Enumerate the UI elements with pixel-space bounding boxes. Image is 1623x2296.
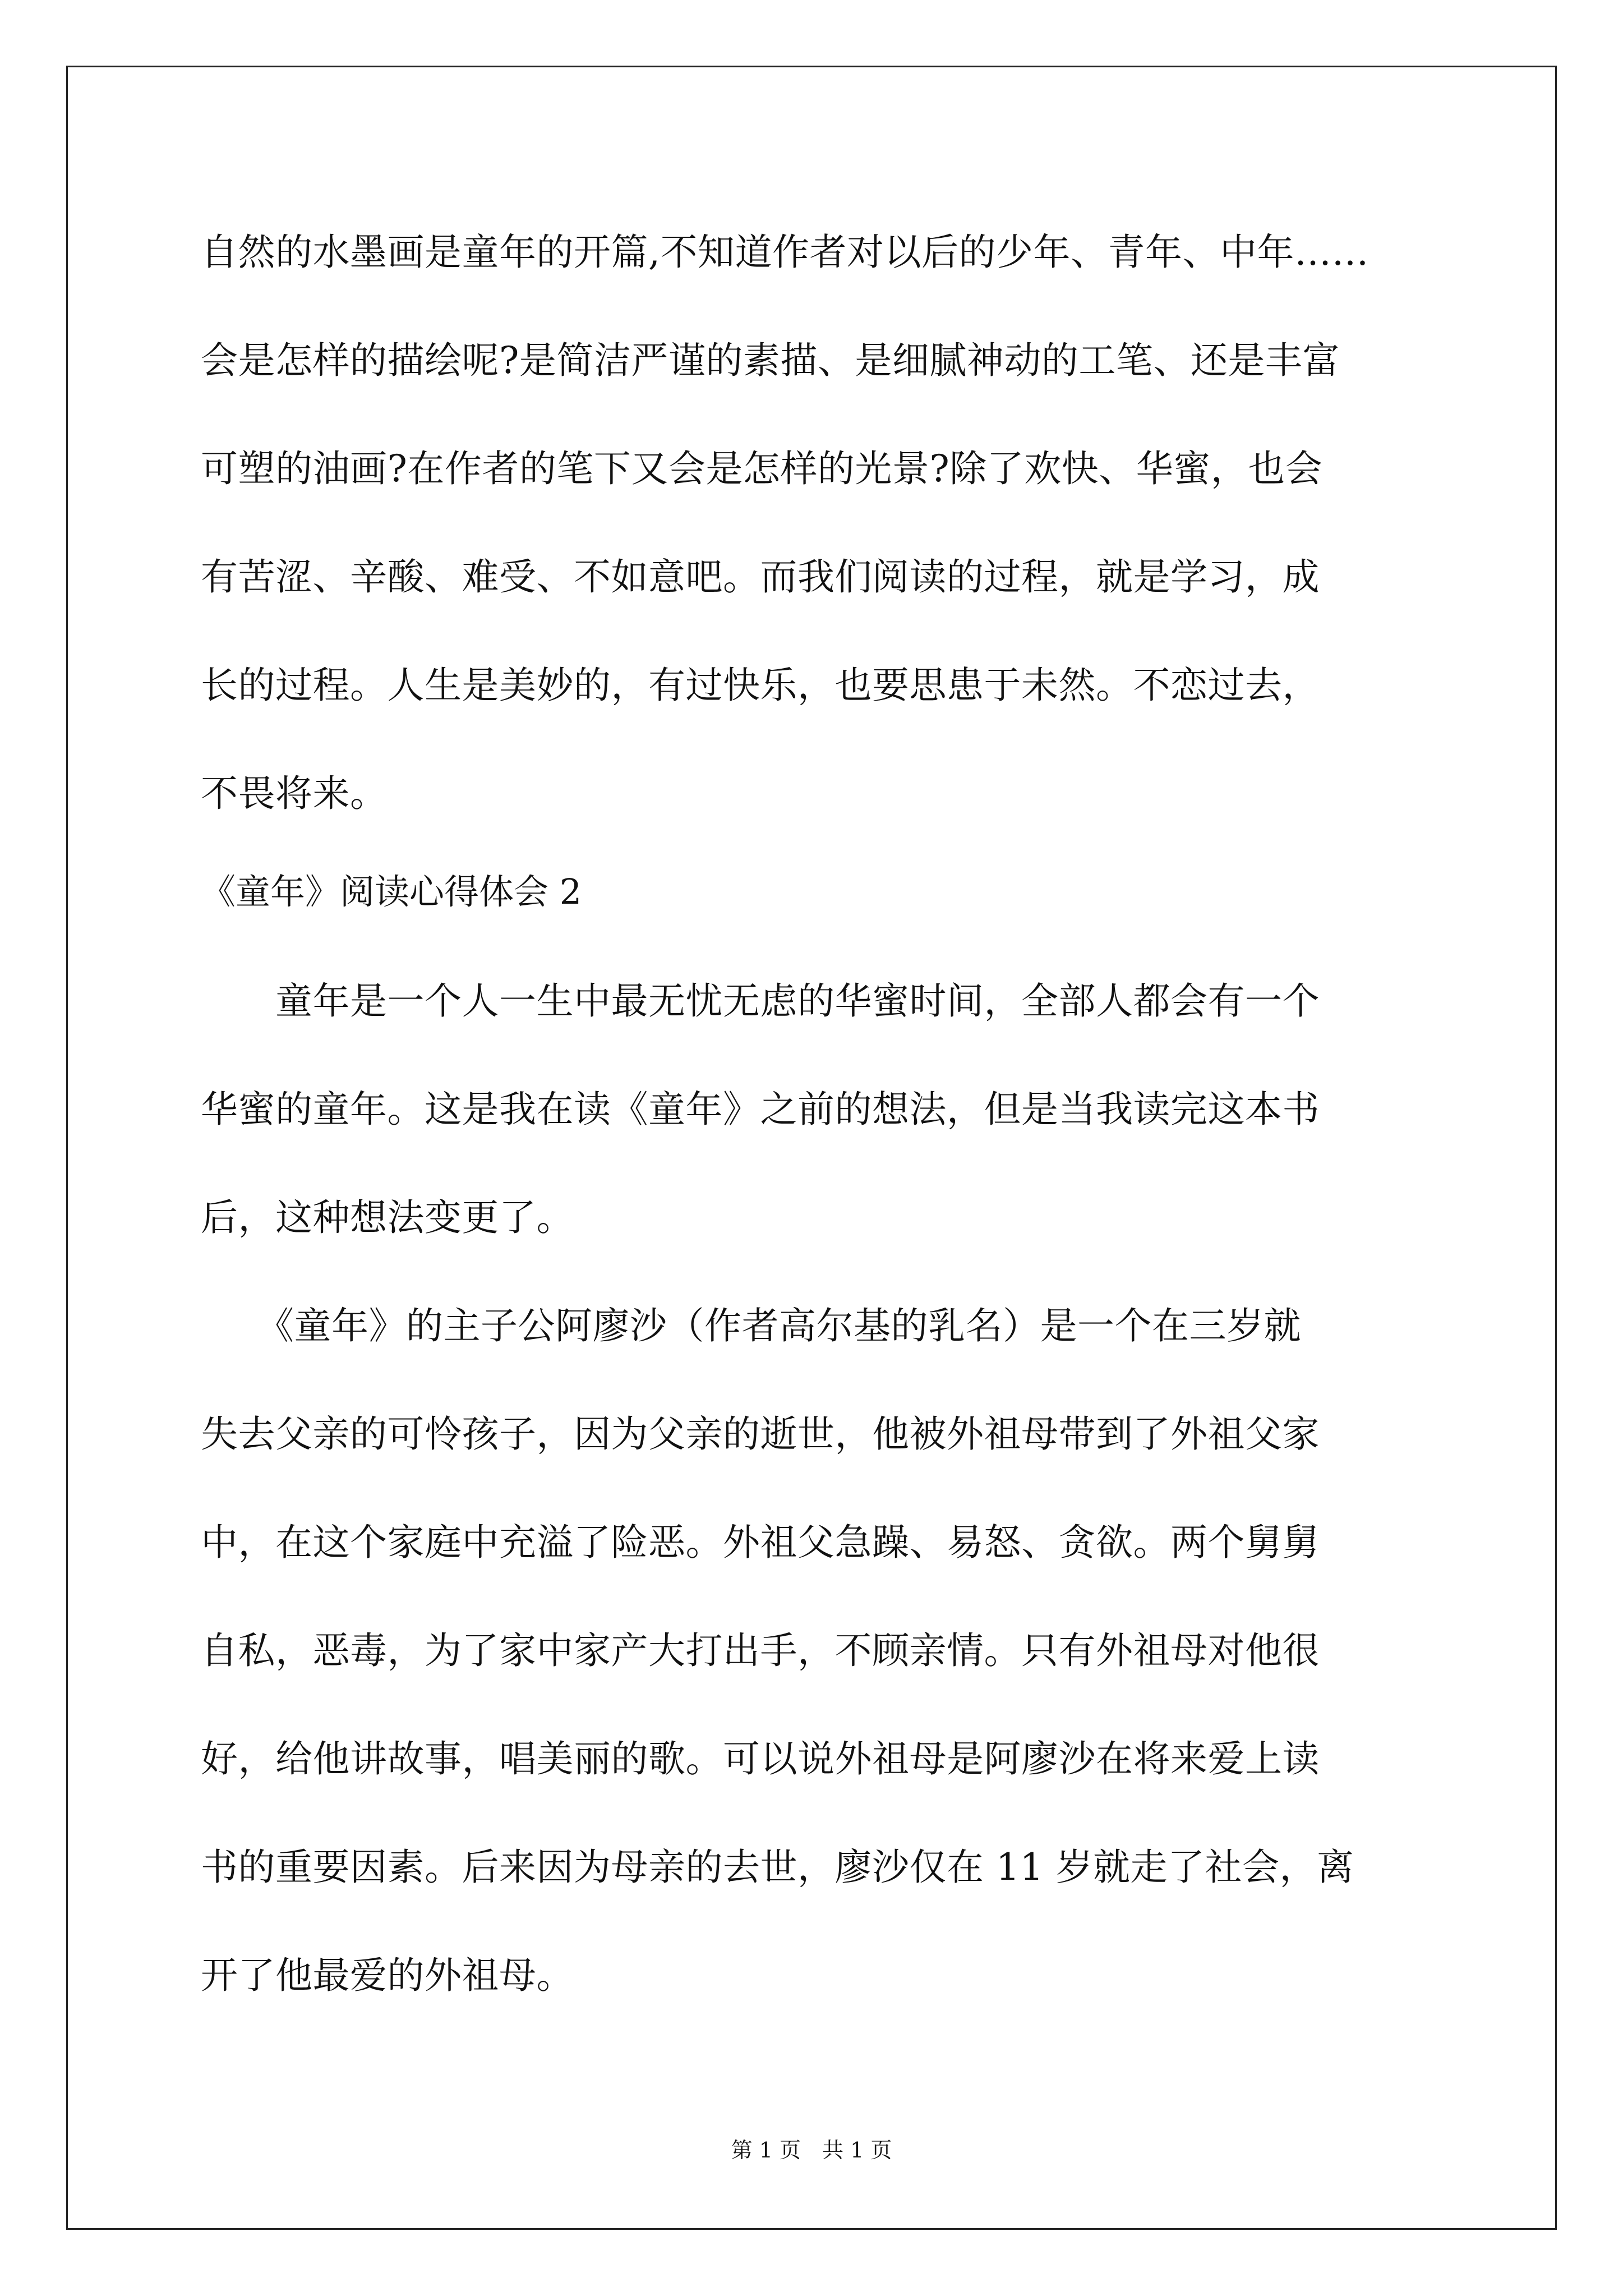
- paragraph-line: 后，这种想法变更了。: [201, 1196, 574, 1239]
- paragraph-line: 开了他最爱的外祖母。: [201, 1954, 574, 1997]
- paragraph-line: 自私，恶毒，为了家中家产大打出手，不顾亲情。只有外祖母对他很: [201, 1629, 1320, 1672]
- paragraph-line: 有苦涩、辛酸、难受、不如意吧。而我们阅读的过程，就是学习，成: [201, 555, 1320, 599]
- paragraph-line: 可塑的油画?在作者的笔下又会是怎样的光景?除了欢快、华蜜，也会: [201, 447, 1323, 490]
- section-heading: 《童年》阅读心得体会 2: [201, 871, 582, 912]
- page-border: [66, 66, 1557, 2230]
- paragraph-line: 会是怎样的描绘呢?是简洁严谨的素描、是细腻神动的工笔、还是丰富: [201, 339, 1340, 382]
- page-footer: 第 1 页 共 1 页: [731, 2138, 892, 2162]
- paragraph-line: 《童年》的主子公阿廖沙（作者高尔基的乳名）是一个在三岁就: [201, 1304, 1301, 1347]
- paragraph-line: 中，在这个家庭中充溢了险恶。外祖父急躁、易怒、贪欲。两个舅舅: [201, 1521, 1320, 1564]
- paragraph-line: 书的重要因素。后来因为母亲的去世，廖沙仅在 11 岁就走了社会，离: [201, 1846, 1354, 1889]
- paragraph-line: 不畏将来。: [201, 772, 388, 815]
- paragraph-line: 童年是一个人一生中最无忧无虑的华蜜时间，全部人都会有一个: [201, 979, 1320, 1023]
- paragraph-line: 华蜜的童年。这是我在读《童年》之前的想法，但是当我读完这本书: [201, 1088, 1320, 1131]
- paragraph-line: 长的过程。人生是美妙的，有过快乐，也要思患于未然。不恋过去，: [201, 664, 1320, 707]
- paragraph-line: 好，给他讲故事，唱美丽的歌。可以说外祖母是阿廖沙在将来爱上读: [201, 1737, 1320, 1780]
- paragraph-line: 失去父亲的可怜孩子，因为父亲的逝世，他被外祖母带到了外祖父家: [201, 1412, 1320, 1456]
- paragraph-line: 自然的水墨画是童年的开篇,不知道作者对以后的少年、青年、中年……: [201, 231, 1369, 274]
